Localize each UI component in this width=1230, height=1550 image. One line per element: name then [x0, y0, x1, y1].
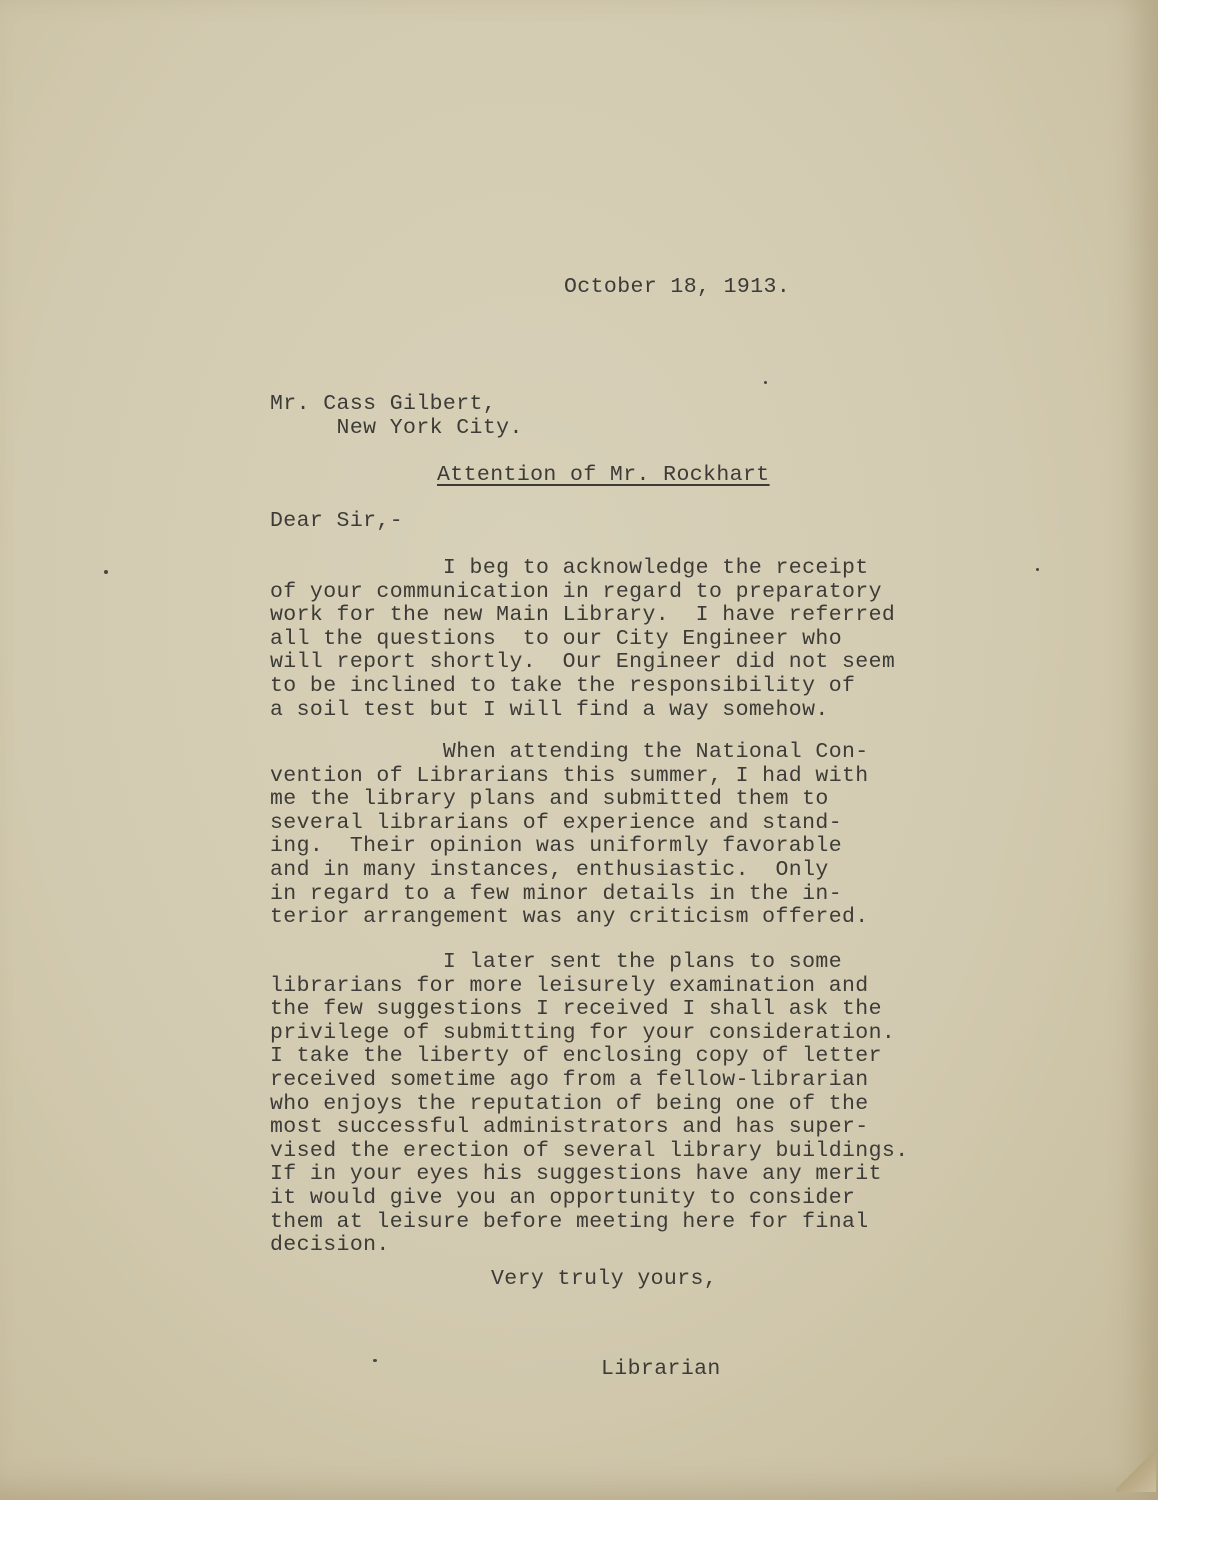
addressee-city: New York City. [336, 415, 523, 440]
body-paragraph-3: I later sent the plans to some librarians for more leisurely examination and the few suggestions I received I shall ask the privilege of submitting for your consideration. I take the liberty of enclosing copy of letter received sometime ago from a fellow-librarian who enjoys the reputation of being one of the most successful administrators and has super- vised the erection of several library buildings. If in your eyes his suggestions have any merit it would give you an opportunity to consider them at leisure before meeting here for final decision. [270, 950, 909, 1258]
scan-background-bottom [0, 1500, 1160, 1550]
body-paragraph-2: When attending the National Con- vention of Librarians this summer, I had with me the library plans and submitted them to several librarians of experience and stand- ing. Their opinion was uniformly favorable and in many instances, enthusiastic. Only in regard to a few minor details in the in- terior arrangement was any criticism offered. [270, 740, 869, 930]
attention-line: Attention of Mr. Rockhart [437, 463, 770, 487]
paper-fleck [104, 570, 108, 574]
addressee-block [270, 393, 523, 440]
body-paragraph-1: I beg to acknowledge the receipt of your communication in regard to preparatory work for the new Main Library. I have referred all the questions to our City Engineer who will report shortly. Our Engineer did not seem to be inclined to take the responsibility of a soil test but I will find a way somehow. [270, 556, 896, 722]
closing: Very truly yours, [491, 1267, 718, 1291]
paper-fleck [764, 381, 767, 384]
addressee-name: Mr. Cass Gilbert, [270, 392, 497, 416]
letter-date: October 18, 1913. [564, 275, 791, 299]
paper-fleck [373, 1359, 377, 1362]
paper-fleck [1036, 568, 1039, 571]
scan-background-right [1158, 0, 1230, 1550]
page-corner-fold [1116, 1448, 1156, 1492]
signature-title: Librarian [601, 1357, 721, 1381]
salutation: Dear Sir,- [270, 509, 404, 533]
